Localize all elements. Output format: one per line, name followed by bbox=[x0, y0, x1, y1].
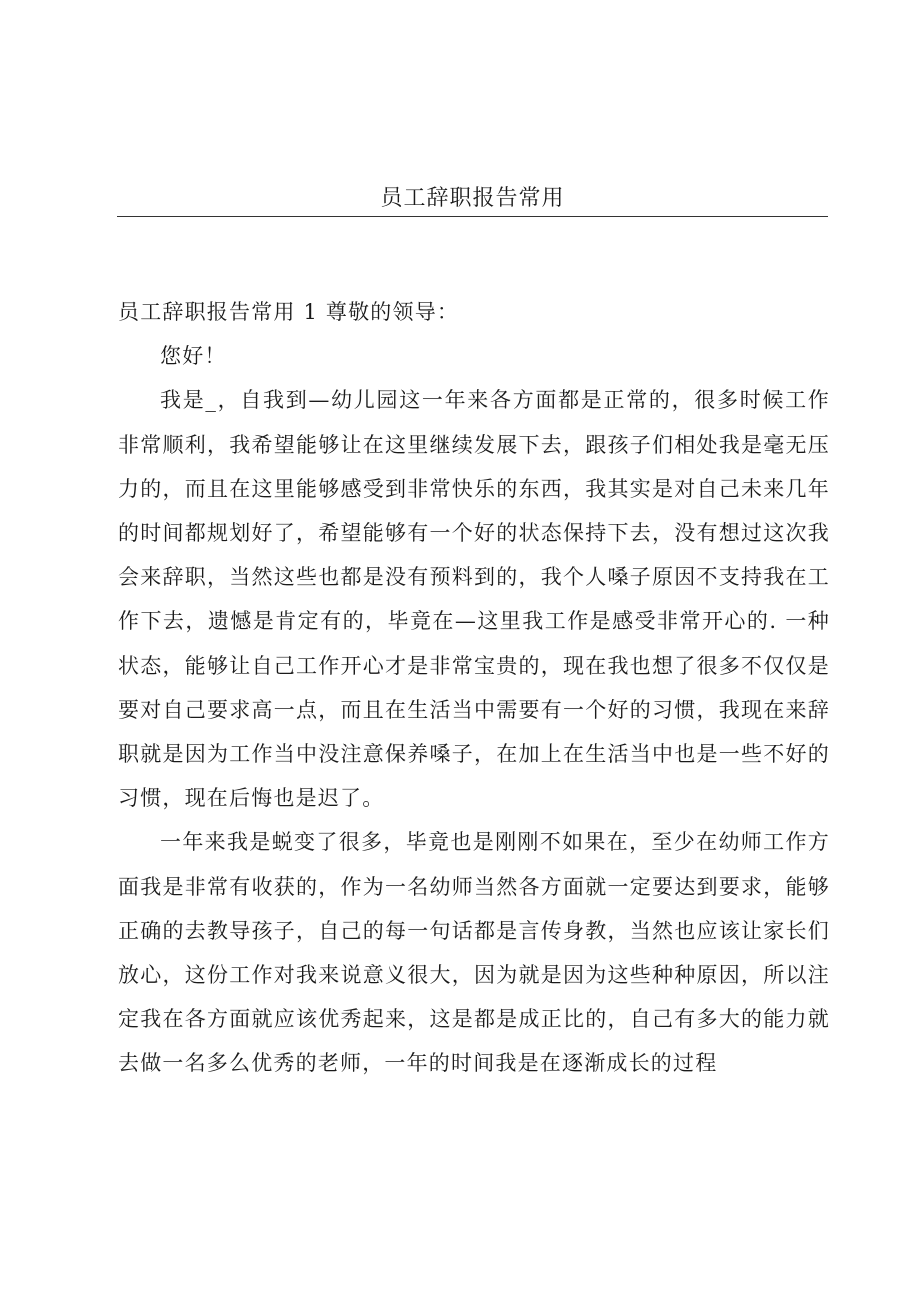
salutation-line: 员工辞职报告常用 1 尊敬的领导： bbox=[118, 300, 460, 324]
document-body bbox=[118, 290, 830, 1086]
body-paragraph: 我是_，自我到—幼儿园这一年来各方面都是正常的，很多时候工作非常顺利，我希望能够让在这里继续发展下去，跟孩子们相处我是毫无压力的，而且在这里能够感受到非常快乐的东西，我其实是对自己未来几年的时间都规划好了，希望能够有一个好的状态保持下去，没有想过这次我会来辞职，当然这些也都是没有预料到的，我个人嗓子原因不支持我在工作下去，遗憾是肯定有的，毕竟在—这里我工作是感受非常开心的. 一种状态，能够让自己工作开心才是非常宝贵的，现在我也想了很多不仅仅是要对自己要求高一点，而且在生活当中需要有一个好的习惯，我现在来辞职就是因为工作当中没注意保养嗓子，在加上在生活当中也是一些不好的习惯，现在后悔也是迟了。 bbox=[118, 388, 830, 811]
body-paragraph: 一年来我是蜕变了很多，毕竟也是刚刚不如果在，至少在幼师工作方面我是非常有收获的，作为一名幼师当然各方面就一定要达到要求，能够正确的去教导孩子，自己的每一句话都是言传身教，当然也应该让家长们放心，这份工作对我来说意义很大，因为就是因为这些种种原因，所以注定我在各方面就应该优秀起来，这是都是成正比的，自己有多大的能力就去做一名多么优秀的老师，一年的时间我是在逐渐成长的过程 bbox=[118, 830, 830, 1076]
title-underline bbox=[117, 216, 828, 217]
greeting-line: 您好！ bbox=[160, 344, 227, 369]
document-title: 员工辞职报告常用 bbox=[380, 186, 565, 211]
